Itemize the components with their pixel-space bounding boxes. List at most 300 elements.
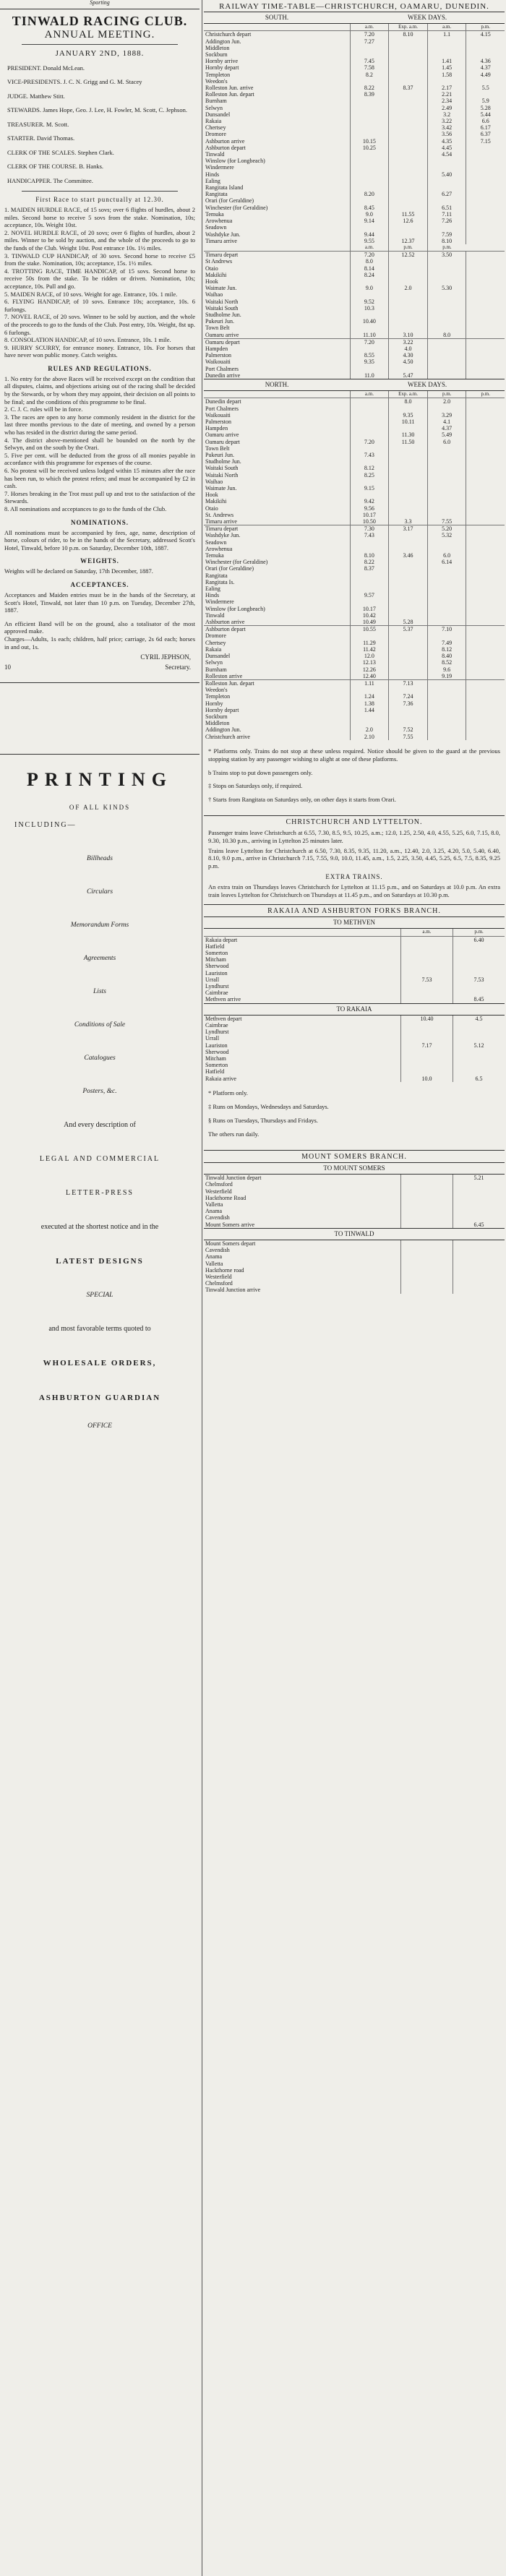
station-name: Waihao	[205, 291, 223, 299]
time-cell	[389, 131, 428, 137]
station-name: Waitaki South	[205, 465, 239, 472]
time-cell	[466, 197, 505, 204]
col-header: p.m.	[427, 391, 466, 398]
station-name: Mount Somers depart	[205, 1240, 256, 1247]
table-row	[204, 452, 505, 458]
time-cell	[350, 124, 389, 131]
time-cell	[427, 619, 466, 625]
time-cell: 6.0	[427, 552, 466, 559]
time-cell	[350, 345, 389, 352]
time-cell: 6.45	[453, 1222, 505, 1228]
time-cell: 5.5	[466, 85, 505, 91]
table-row	[204, 673, 505, 679]
time-cell	[350, 491, 389, 498]
time-cell	[427, 312, 466, 318]
branch-subheading	[204, 1228, 505, 1240]
station-name: Rolleston arrive	[205, 672, 243, 679]
table-row	[204, 1035, 505, 1042]
table-row	[204, 734, 505, 740]
station-name: Washdyke Jun.	[205, 532, 241, 539]
time-cell	[466, 291, 505, 298]
weights-heading: WEIGHTS.	[80, 557, 119, 565]
time-cell: 1.38	[350, 700, 389, 707]
time-cell: 7.59	[427, 231, 466, 238]
time-cell: 7.49	[427, 640, 466, 646]
table-row	[204, 352, 505, 359]
table-row	[204, 1287, 505, 1293]
station-name: Weedon's	[205, 77, 228, 85]
time-cell	[427, 707, 466, 713]
time-cell: 8.22	[350, 559, 389, 565]
table-row	[204, 1240, 505, 1247]
station-name: Sherwood	[205, 963, 229, 970]
table-row	[204, 1274, 505, 1280]
time-cell	[389, 707, 428, 713]
station-name: Hornby depart	[205, 706, 239, 713]
time-cell: 12.40	[350, 673, 389, 679]
time-cell: 10.3	[350, 305, 389, 312]
time-cell	[389, 546, 428, 552]
station-name: Chertsey	[205, 639, 226, 646]
time-cell	[389, 532, 428, 538]
time-cell	[427, 565, 466, 572]
col-header: a.m.	[350, 244, 389, 252]
station-name: Waikouaiti	[205, 411, 231, 418]
rules-list	[0, 375, 200, 513]
time-cell	[466, 51, 505, 58]
station-name: Waimate Jun.	[205, 285, 237, 292]
time-cell	[400, 1029, 453, 1035]
table-row	[204, 318, 505, 325]
station-name: Valletta	[205, 1260, 223, 1267]
time-cell: 1.58	[427, 72, 466, 78]
table-row	[204, 713, 505, 720]
acceptances-text: Acceptances and Maiden entries must be in the hands of the Secretary, at Scott's Hotel, Tinwald, not later than 10 p.m. on Tuesday, December 27th, 1887.	[4, 591, 195, 614]
station-name: Cairnbrae	[205, 1021, 228, 1029]
time-cell: 9.35	[389, 412, 428, 418]
time-cell	[453, 950, 505, 956]
time-cell	[350, 572, 389, 579]
time-cell	[389, 278, 428, 285]
time-cell	[400, 1208, 453, 1214]
time-cell	[466, 525, 505, 533]
time-cell	[427, 585, 466, 592]
race-entry: 8. CONSOLATION HANDICAP, of 10 sovs. Entrance, 10s. 1 mile.	[4, 336, 171, 344]
table-row	[204, 64, 505, 71]
station-name: Hornby depart	[205, 64, 239, 72]
mount-somers-timetable-in	[204, 1228, 505, 1294]
station-name: Timaru arrive	[205, 518, 237, 525]
station-name: Christchurch arrive	[205, 733, 250, 740]
time-cell	[389, 258, 428, 265]
time-cell	[350, 224, 389, 231]
time-cell: 6.51	[427, 205, 466, 211]
printing-items	[0, 855, 200, 1095]
time-cell: 9.0	[350, 285, 389, 291]
official-line: STEWARDS. James Hope, Geo. J. Lee, H. Fowler, M. Scott, C. Jephson.	[7, 106, 187, 113]
time-cell	[350, 131, 389, 137]
table-row	[204, 345, 505, 352]
time-cell: 8.24	[350, 272, 389, 278]
time-cell: 7.58	[350, 64, 389, 71]
time-cell	[466, 505, 505, 512]
time-cell	[466, 598, 505, 605]
time-cell: 5.47	[389, 372, 428, 379]
printing-executed: executed at the shortest notice and in the	[40, 1223, 159, 1232]
station-name: Studholme Jun.	[205, 311, 241, 318]
time-cell	[427, 713, 466, 720]
table-row	[204, 425, 505, 432]
station-name: Windermere	[205, 598, 234, 606]
time-cell: 10.25	[350, 145, 389, 151]
time-cell	[400, 1280, 453, 1287]
time-cell	[427, 592, 466, 598]
time-cell	[400, 1068, 453, 1075]
time-cell	[466, 452, 505, 458]
time-cell	[389, 164, 428, 171]
time-cell	[400, 983, 453, 989]
time-cell	[466, 693, 505, 700]
time-cell	[350, 78, 389, 85]
station-name: Makikihi	[205, 271, 227, 278]
col-header: a.m.	[427, 24, 466, 31]
time-cell	[389, 78, 428, 85]
time-cell	[389, 191, 428, 197]
station-name: Rangitata Is.	[205, 578, 235, 585]
printing-item: Conditions of Sale	[74, 1021, 126, 1029]
printing-item: Memorandum Forms	[70, 922, 129, 929]
time-cell	[466, 359, 505, 365]
table-row	[204, 936, 505, 943]
time-cell	[350, 45, 389, 51]
station-name: Weedon's	[205, 687, 228, 694]
table-row	[204, 1055, 505, 1062]
table-heading: SOUTH.	[204, 12, 350, 24]
table-row	[204, 646, 505, 653]
time-cell	[466, 258, 505, 265]
station-name: Hackthorne road	[205, 1266, 244, 1274]
table-row	[204, 432, 505, 438]
station-name: Oamaru arrive	[205, 331, 239, 338]
time-cell: 7.24	[389, 693, 428, 700]
table-row	[204, 491, 505, 498]
time-cell	[427, 359, 466, 365]
divider	[22, 191, 178, 192]
time-cell	[400, 1214, 453, 1221]
table-row	[204, 687, 505, 693]
station-name: Dunedin arrive	[205, 372, 241, 379]
table-row	[204, 956, 505, 963]
time-cell	[427, 224, 466, 231]
table-row	[204, 485, 505, 491]
col-header: p.m.	[453, 929, 505, 936]
time-cell: 7.20	[350, 439, 389, 445]
official-line: PRESIDENT. Donald McLean.	[7, 64, 85, 72]
table-row	[204, 693, 505, 700]
time-cell	[427, 720, 466, 726]
time-cell	[427, 318, 466, 325]
time-cell	[466, 445, 505, 452]
time-cell	[427, 478, 466, 485]
station-name: Somerton	[205, 1062, 228, 1069]
time-cell	[453, 1195, 505, 1201]
time-cell	[453, 1253, 505, 1260]
time-cell: 9.55	[350, 238, 389, 244]
time-cell	[427, 512, 466, 518]
time-cell: 7.30	[350, 525, 389, 533]
time-cell	[389, 458, 428, 465]
time-cell: 6.5	[453, 1076, 505, 1082]
time-cell	[389, 145, 428, 151]
time-cell	[427, 258, 466, 265]
station-name: Chertsey	[205, 124, 226, 132]
closing-text: An efficient Band will be on the ground, also a totalisator of the most approved make.	[4, 619, 195, 635]
table-row	[204, 1181, 505, 1188]
table-row	[204, 1214, 505, 1221]
time-cell	[427, 291, 466, 298]
time-cell: 8.10	[389, 31, 428, 38]
time-cell	[350, 478, 389, 485]
station-name: Selwyn	[205, 659, 223, 666]
time-cell	[466, 405, 505, 412]
station-name: Anama	[205, 1208, 223, 1215]
station-name: Hinds	[205, 592, 220, 599]
table-row	[204, 505, 505, 512]
printing-title: PRINTING	[26, 769, 173, 791]
time-cell	[466, 171, 505, 178]
extra-trains-heading: EXTRA TRAINS.	[325, 873, 383, 881]
south-timetable-oamaru	[204, 338, 505, 379]
station-name: Waitaki South	[205, 304, 239, 312]
station-name: Rolleston Jun. arrive	[205, 85, 254, 92]
time-cell: 12.26	[350, 666, 389, 673]
time-cell: 5.12	[453, 1042, 505, 1049]
time-cell	[427, 78, 466, 85]
time-cell: 10.42	[350, 612, 389, 619]
table-row	[204, 205, 505, 211]
divider	[22, 44, 178, 45]
table-col-header	[204, 24, 505, 31]
south-timetable	[204, 12, 505, 244]
table-row	[204, 1015, 505, 1022]
time-cell	[400, 943, 453, 950]
time-cell: 2.0	[350, 726, 389, 733]
station-name: Hackthorne Road	[205, 1194, 246, 1201]
time-cell: 4.1	[427, 418, 466, 425]
section-header: Sporting	[90, 0, 110, 6]
table-row	[204, 197, 505, 204]
table-row	[204, 1029, 505, 1035]
time-cell: 5.40	[427, 171, 466, 178]
time-cell	[389, 559, 428, 565]
time-cell: 11.50	[389, 439, 428, 445]
table-row	[204, 950, 505, 956]
branch-direction: TO RAKAIA	[204, 1003, 505, 1015]
south-timetable-timaru	[204, 244, 505, 338]
time-cell: 3.3	[389, 518, 428, 525]
time-cell: 1.41	[427, 58, 466, 64]
station-name: Makikihi	[205, 498, 227, 505]
col-header: a.m.	[350, 24, 389, 31]
table-row	[204, 398, 505, 405]
time-cell	[466, 312, 505, 318]
time-cell	[389, 305, 428, 312]
race-entry: 4. TROTTING RACE, TIME HANDICAP, of 15 sovs. Second horse to receive 50s from the stake. To be ridden or driven. Nomination, 10s; acceptance, 10s. Pull and go.	[4, 267, 195, 290]
time-cell	[466, 325, 505, 331]
time-cell	[389, 318, 428, 325]
time-cell	[427, 45, 466, 51]
time-cell: 3.50	[427, 252, 466, 259]
station-name: Temuka	[205, 210, 224, 218]
station-name: Hornby arrive	[205, 58, 239, 65]
divider	[0, 754, 200, 755]
time-cell	[427, 345, 466, 352]
time-cell	[389, 325, 428, 331]
table-row	[204, 31, 505, 38]
station-name: Cairnbrae	[205, 989, 228, 997]
time-cell	[466, 565, 505, 572]
time-cell	[389, 151, 428, 158]
time-cell	[350, 432, 389, 438]
table-row	[204, 338, 505, 345]
time-cell: 5.21	[453, 1175, 505, 1182]
time-cell: 5.32	[427, 532, 466, 538]
race-entry: 6. FLYING HANDICAP, of 10 sovs. Entrance 10s; acceptance, 10s. 6 furlongs.	[4, 298, 195, 313]
table-row	[204, 539, 505, 546]
time-cell	[427, 184, 466, 191]
station-name: Cavendish	[205, 1214, 230, 1222]
official-line: STARTER. David Thomas.	[7, 134, 75, 142]
time-cell	[389, 606, 428, 612]
time-cell: 8.10	[350, 552, 389, 559]
time-cell	[466, 646, 505, 653]
time-cell	[400, 1055, 453, 1062]
station-name: Palmerston	[205, 352, 231, 359]
table-header	[204, 12, 505, 24]
table-row	[204, 640, 505, 646]
time-cell	[389, 687, 428, 693]
table-row	[204, 1188, 505, 1195]
col-header: p.m.	[466, 24, 505, 31]
branch-direction: TO MOUNT SOMERS	[204, 1162, 505, 1174]
time-cell	[389, 653, 428, 659]
table-row	[204, 91, 505, 98]
table-row	[204, 191, 505, 197]
time-cell: 8.55	[350, 352, 389, 359]
station-name: Sockburn	[205, 51, 228, 59]
time-cell	[427, 579, 466, 585]
station-name: Hampden	[205, 345, 228, 352]
time-cell: 5.28	[389, 619, 428, 625]
time-cell	[389, 38, 428, 45]
station-name: Otaio	[205, 265, 218, 272]
time-cell	[389, 498, 428, 505]
time-cell: 10.0	[400, 1076, 453, 1082]
time-cell: 8.25	[350, 472, 389, 478]
time-cell: 10.50	[350, 518, 389, 525]
time-cell	[389, 231, 428, 238]
table-row	[204, 445, 505, 452]
time-cell	[389, 512, 428, 518]
time-cell	[427, 734, 466, 740]
time-cell	[389, 158, 428, 164]
table-row	[204, 1076, 505, 1082]
time-cell: 3.17	[389, 525, 428, 533]
mount-somers-heading: MOUNT SOMERS BRANCH.	[204, 1150, 505, 1161]
time-cell	[453, 1214, 505, 1221]
time-cell	[427, 546, 466, 552]
table-row	[204, 619, 505, 625]
time-cell	[466, 439, 505, 445]
time-cell	[466, 679, 505, 687]
table-row	[204, 231, 505, 238]
time-cell	[453, 1287, 505, 1293]
time-cell	[389, 224, 428, 231]
time-cell	[466, 726, 505, 733]
time-cell: 8.2	[350, 72, 389, 78]
time-cell	[389, 184, 428, 191]
time-cell: 7.11	[427, 211, 466, 218]
time-cell	[389, 673, 428, 679]
station-name: Rangitata Island	[205, 184, 244, 192]
col-header: p.m.	[427, 244, 466, 252]
rule-entry: 3. The races are open to any horse commonly resident in the district for the last three months previous to the date of meeting, and owned by a person who has resided in the district during the same period.	[4, 413, 195, 437]
table-row	[204, 525, 505, 533]
time-cell: 4.5	[453, 1015, 505, 1022]
station-name: Port Chalmers	[205, 405, 239, 412]
station-name: Dunedin depart	[204, 398, 350, 405]
mount-somers-timetable-out	[204, 1162, 505, 1228]
time-cell	[427, 498, 466, 505]
time-cell: 6.14	[427, 559, 466, 565]
time-cell: 11.0	[350, 372, 389, 379]
signature-line	[0, 661, 200, 671]
time-cell	[453, 1068, 505, 1075]
time-cell	[453, 970, 505, 976]
table-row	[204, 1247, 505, 1253]
table-row	[204, 679, 505, 687]
time-cell: 7.27	[350, 38, 389, 45]
time-cell	[466, 151, 505, 158]
time-cell	[400, 1247, 453, 1253]
races-list	[0, 206, 200, 359]
table-row	[204, 1049, 505, 1055]
time-cell	[350, 51, 389, 58]
time-cell	[400, 1181, 453, 1188]
time-cell	[400, 1287, 453, 1293]
station-name: Tinwald	[205, 611, 225, 619]
branch-direction: TO METHVEN	[204, 917, 505, 929]
table-row	[204, 224, 505, 231]
time-cell	[466, 619, 505, 625]
station-name: Arowhenua	[205, 545, 233, 552]
rule-entry: 4. The district above-mentioned shall be bounded on the north by the Selwyn, and on the south by the Orari.	[4, 436, 195, 452]
time-cell	[466, 318, 505, 325]
rule-entry: 6. No protest will be received unless lodged within 15 minutes after the race has been run, to which the protest refers; and must be accompanied by £2 in cash.	[4, 467, 195, 490]
railway-notes	[204, 740, 505, 812]
time-cell	[400, 956, 453, 963]
meeting-date: JANUARY 2ND, 1888.	[55, 49, 145, 58]
time-cell	[427, 458, 466, 465]
table-row	[204, 1261, 505, 1267]
station-name: Seadown	[205, 538, 227, 546]
table-row	[204, 178, 505, 184]
time-cell: 1.11	[350, 679, 389, 687]
time-cell	[389, 171, 428, 178]
col-header: Exp. a.m.	[389, 391, 428, 398]
right-column	[204, 0, 505, 1294]
station-name: Hatfield	[205, 1068, 225, 1076]
